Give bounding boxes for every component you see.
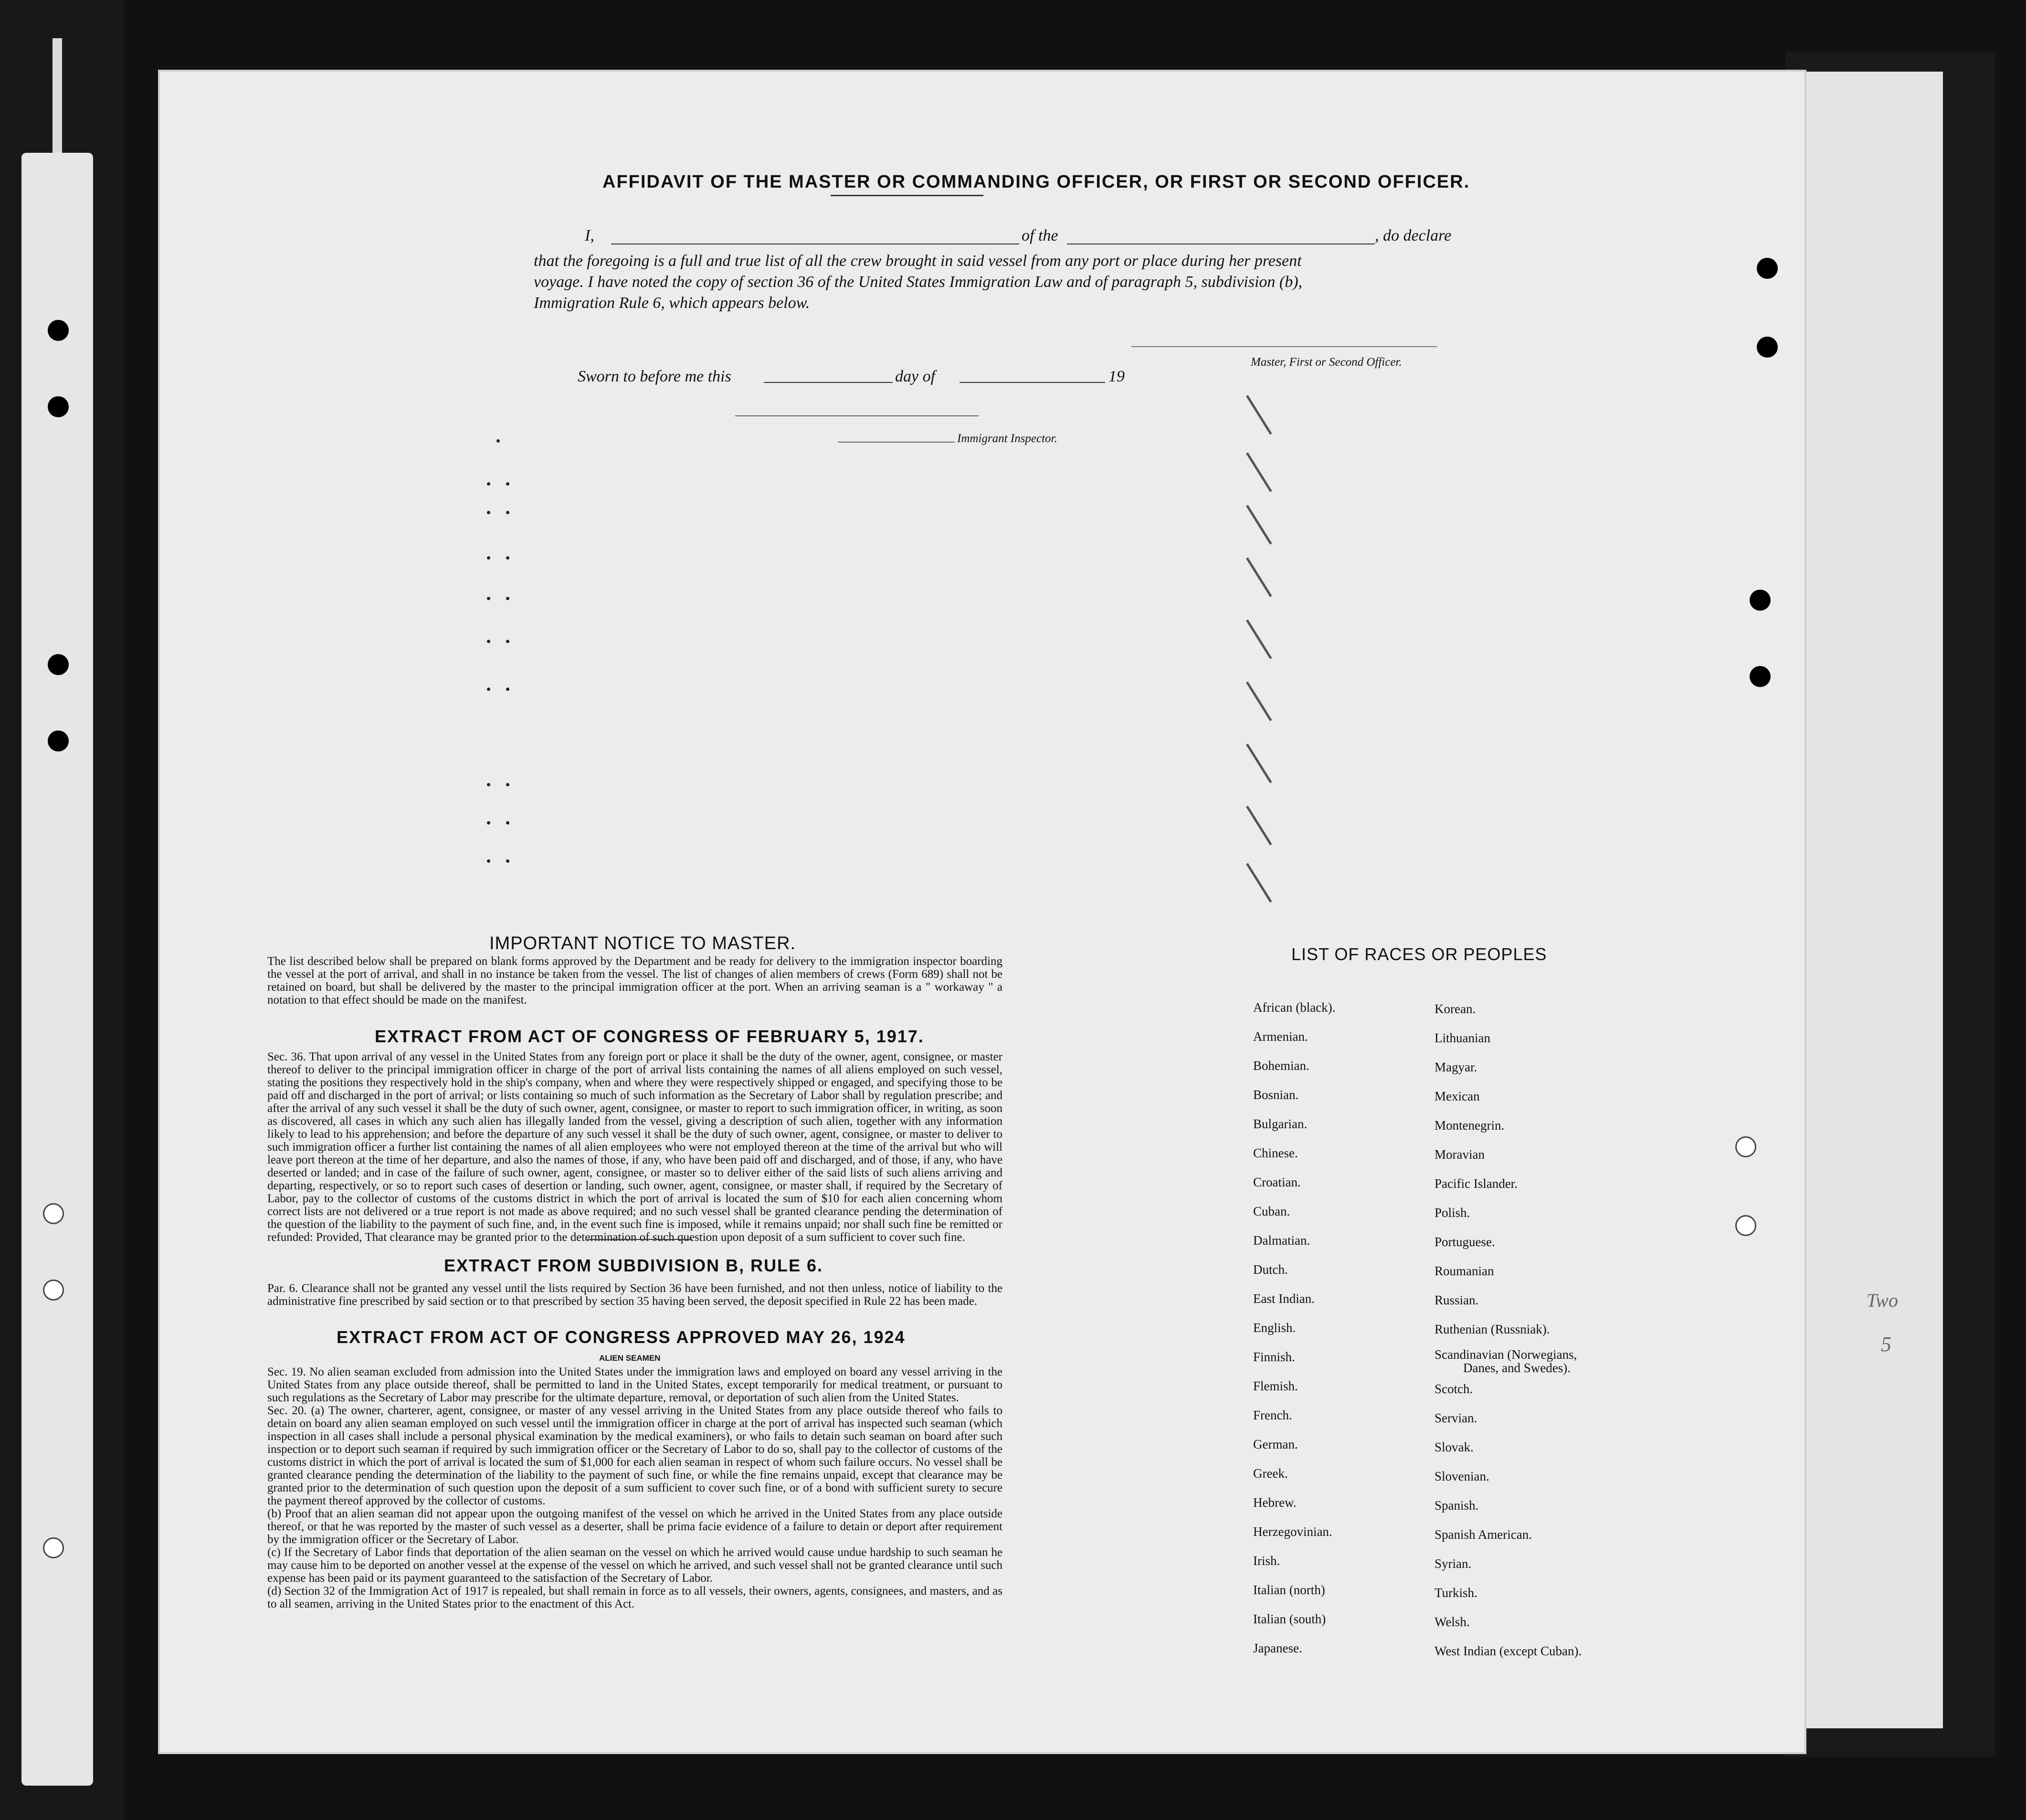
- extract-1924-title: EXTRACT FROM ACT OF CONGRESS APPROVED MAY 26, 1924: [337, 1327, 906, 1347]
- punch-hole: [1750, 666, 1771, 687]
- race-item: Mexican: [1435, 1089, 1480, 1103]
- race-item: Italian (north): [1253, 1583, 1325, 1597]
- extract-1924-sec20d: (d) Section 32 of the Immigration Act of 1917 is repealed, but shall remain in force as to all vessels, their owners, agents, consignees, and masters, and as to all seamen, arriving in the United States prior to the enactment of this Act.: [267, 1585, 1002, 1610]
- sworn-month-blank: [960, 382, 1105, 383]
- race-item: Russian.: [1435, 1293, 1479, 1307]
- race-item: Montenegrin.: [1435, 1118, 1505, 1132]
- punch-hole: [43, 1203, 64, 1224]
- race-item: Cuban.: [1253, 1204, 1290, 1218]
- race-item: Scotch.: [1435, 1382, 1473, 1396]
- sworn-day-of: day of: [895, 368, 936, 385]
- punch-hole: [43, 1537, 64, 1558]
- margin-note: Two: [1867, 1290, 1898, 1311]
- affidavit-of-the: of the: [1022, 227, 1058, 244]
- punch-hole: [48, 396, 69, 417]
- race-item: African (black).: [1253, 1000, 1336, 1015]
- master-signature-label: Master, First or Second Officer.: [1251, 356, 1402, 369]
- race-item: Spanish American.: [1435, 1527, 1532, 1542]
- title-underline: [831, 195, 983, 196]
- extract-1917-title: EXTRACT FROM ACT OF CONGRESS OF FEBRUARY 5, 1917.: [375, 1026, 924, 1046]
- race-item: Lithuanian: [1435, 1031, 1490, 1045]
- race-item: Dalmatian.: [1253, 1233, 1310, 1248]
- race-item: Flemish.: [1253, 1379, 1298, 1393]
- name-blank: [611, 243, 1019, 244]
- affidavit-declare: , do declare: [1375, 227, 1452, 244]
- race-item: East Indian.: [1253, 1291, 1315, 1306]
- race-item: Polish.: [1435, 1206, 1470, 1220]
- extract-1924-sec20a: Sec. 20. (a) The owner, charterer, agent, consignee, or master of any vessel arriving in the United States from any place outside thereof who fails to detain on board any alien seaman employed on such vessel until the immigration officer in charge at the port of arrival has inspected such seaman (which inspection in all cases shall include a personal physical examination by the medical examiners), or who fails to detain such seaman on board after such inspection or to deport such seaman if required by such immigration officer or the Secretary of Labor to do so, shall pay to the collector of customs of the customs district in which the port of arrival is located the sum of $1,000 for each alien seaman in respect of whom such failure occurs. No vessel shall be granted clearance pending the determination of the liability to the payment of such fine, or while the fine remains unpaid, except that clearance may be granted prior to the determination of such question upon the deposit of a sum sufficient to cover such fine, or of a bond with sufficient surety to secure the payment thereof approved by the collector of customs.: [267, 1404, 1002, 1507]
- punch-hole: [1735, 1136, 1756, 1157]
- race-item: Slovenian.: [1435, 1469, 1489, 1483]
- divider: [587, 1239, 692, 1240]
- extract-1924-sec19: Sec. 19. No alien seaman excluded from admission into the United States under the immigration laws and employed on board any vessel arriving in the United States from any place outside thereof, shall be permitted to land in the United States, except temporarily for medical treatment, or pursuant to such regulations as the Secretary of Labor may prescribe for the ultimate departure, removal, or deportation of such alien from the United States.: [267, 1365, 1002, 1404]
- race-item: Portuguese.: [1435, 1235, 1495, 1249]
- extract-1924-subtitle: ALIEN SEAMEN: [599, 1354, 661, 1363]
- vessel-blank: [1067, 243, 1375, 244]
- race-item: French.: [1253, 1408, 1292, 1422]
- inspector-line-1: [735, 415, 979, 416]
- punch-hole: [48, 654, 69, 675]
- punch-hole: [48, 320, 69, 341]
- races-column-2: [1435, 995, 1582, 1666]
- races-column-1: [1253, 993, 1335, 1663]
- race-item: Danes, and Swedes).: [1463, 1361, 1571, 1375]
- race-item: Herzegovinian.: [1253, 1524, 1332, 1539]
- affidavit-i: I,: [585, 227, 594, 244]
- race-item: Syrian.: [1435, 1556, 1472, 1571]
- race-item: English.: [1253, 1321, 1296, 1335]
- race-item: Slovak.: [1435, 1440, 1474, 1454]
- extract-1917-text: Sec. 36. That upon arrival of any vessel in the United States from any foreign port or place it shall be the duty of the owner, agent, consignee, or master thereof to deliver to the principal immigration officer in charge of the port of arrival lists containing the names of all aliens employed on such vessel, stating the positions they respectively hold in the ship's company, when and where they were respectively shipped or engaged, and specifying those to be paid off and discharged in the port of arrival; or lists containing so much of such information as the Secretary of Labor shall by regulation prescribe; and after the arrival of any such vessel it shall be the duty of such owner, agent, consignee, or master to report to such immigration officer, in writing, as soon as discovered, all cases in which any such alien has illegally landed from the vessel, giving a description of such alien, together with any information likely to lead to his apprehension; and before the departure of any such vessel it shall be the duty of such owner, agent, consignee, or master to deliver to such immigration officer a further list containing the names of all alien employees who were not employed thereon at the time of the arrival but who will leave port thereon at the time of her departure, and also the names of those, if any, who have been paid off and discharged, and of those, if any, who have deserted or landed; and in case of the failure of such owner, agent, consignee, or master so to deliver either of the said lists of such aliens arriving and departing, respectively, or so to report such cases of desertion or landing, such owner, agent, consignee, or master shall, if required by the Secretary of Labor, pay to the collector of customs of the customs district in which the port of arrival is located the sum of $10 for each alien concerning whom correct lists are not delivered or a true report is not made as above required; and no such vessel shall be granted clearance pending the determination of the question of the liability to the payment of such fine, and, in the event such fine is imposed, while it remains unpaid; nor shall such fine be remitted or refunded: Provided, That clearance may be granted prior to the determination of such question upon deposit of a sum sufficient to cover such fine.: [267, 1050, 1002, 1244]
- notice-text: The list described below shall be prepared on blank forms approved by the Department and be ready for delivery to the immigration inspector boarding the vessel at the port of arrival, and shall in no instance be taken from the vessel. The list of changes of alien members of crews (Form 689) shall not be retained on board, but shall be delivered by the master to the principal immigration officer at the port. When an arriving seaman is a " workaway " a notation to that effect should be made on the manifest.: [267, 955, 1002, 1006]
- race-item: Spanish.: [1435, 1498, 1479, 1513]
- punch-hole: [1750, 590, 1771, 611]
- extract-rule6-title: EXTRACT FROM SUBDIVISION B, RULE 6.: [444, 1256, 823, 1275]
- race-item: Irish.: [1253, 1554, 1280, 1568]
- race-item: Armenian.: [1253, 1029, 1308, 1044]
- punch-hole: [1757, 258, 1778, 279]
- race-item: West Indian (except Cuban).: [1435, 1644, 1582, 1658]
- notice-title: IMPORTANT NOTICE TO MASTER.: [489, 933, 796, 953]
- affidavit-title: AFFIDAVIT OF THE MASTER OR COMMANDING OFFICER, OR FIRST OR SECOND OFFICER.: [602, 172, 1470, 192]
- race-item: Bulgarian.: [1253, 1117, 1308, 1131]
- race-item: Dutch.: [1253, 1262, 1288, 1277]
- race-item: Chinese.: [1253, 1146, 1298, 1160]
- extract-rule6-text: Par. 6. Clearance shall not be granted any vessel until the lists required by Section 36 have been furnished, and not then unless, notice of liability to the administrative fine prescribed by said section or to that prescribed by section 35 having been served, the deposit specified in Rule 22 has been made.: [267, 1282, 1002, 1308]
- sworn-day-blank: [764, 382, 893, 383]
- race-item: Ruthenian (Russniak).: [1435, 1322, 1550, 1336]
- punch-hole: [43, 1280, 64, 1301]
- extract-1924-sec20b: (b) Proof that an alien seaman did not appear upon the outgoing manifest of the vessel on which he arrived in the United States from any place outside thereof, or that he was reported by the master of such vessel as a deserter, shall be prima facie evidence of a failure to detain or deport after requirement by the immigration officer or the Secretary of Labor.: [267, 1507, 1002, 1546]
- race-item: Magyar.: [1435, 1060, 1477, 1074]
- race-item: Korean.: [1435, 1002, 1476, 1016]
- race-item: Bosnian.: [1253, 1088, 1299, 1102]
- race-item: German.: [1253, 1437, 1298, 1451]
- race-item: Hebrew.: [1253, 1495, 1297, 1510]
- race-item: Scandinavian (Norwegians,: [1435, 1347, 1577, 1362]
- race-item: Roumanian: [1435, 1264, 1494, 1278]
- race-item: Croatian.: [1253, 1175, 1301, 1189]
- inspector-label: Immigrant Inspector.: [957, 432, 1057, 445]
- punch-hole: [1757, 337, 1778, 358]
- races-title: LIST OF RACES OR PEOPLES: [1291, 944, 1547, 964]
- extract-1924-sec20c: (c) If the Secretary of Labor finds that deportation of the alien seaman on the vessel on which he arrived would cause undue hardship to such seaman he may cause him to be deported on another vessel at the expense of the vessel on which he arrived, and such vessel shall not be granted clearance until such expense has been paid or its payment guaranteed to the satisfaction of the Secretary of Labor.: [267, 1546, 1002, 1585]
- faint-tick-marks: [1241, 396, 1298, 921]
- extract-1924-text: [267, 1365, 1002, 1610]
- race-item: Japanese.: [1253, 1641, 1302, 1655]
- race-item: Turkish.: [1435, 1586, 1477, 1600]
- margin-note: 5: [1881, 1333, 1891, 1356]
- sworn-label: Sworn to before me this: [578, 368, 731, 385]
- race-item: Pacific Islander.: [1435, 1176, 1518, 1191]
- race-item: Bohemian.: [1253, 1058, 1309, 1073]
- race-item: Welsh.: [1435, 1615, 1470, 1629]
- race-item: Servian.: [1435, 1411, 1477, 1425]
- race-item: Greek.: [1253, 1466, 1288, 1481]
- sworn-year: 19: [1108, 368, 1125, 385]
- row-markers: [487, 439, 516, 917]
- punch-hole: [48, 730, 69, 751]
- master-signature-line: [1131, 346, 1437, 347]
- race-item: Italian (south): [1253, 1612, 1326, 1626]
- race-item: Moravian: [1435, 1147, 1485, 1162]
- race-item: Finnish.: [1253, 1350, 1295, 1364]
- inspector-line-2: [838, 442, 955, 443]
- affidavit-body: that the foregoing is a full and true list of all the crew brought in said vessel from any port or place during her present voyage. I have noted the copy of section 36 of the United States Immigration Law and of paragraph 5, subdivision (b), Immigration Rule 6, which appears below.: [534, 252, 1303, 312]
- punch-hole: [1735, 1215, 1756, 1236]
